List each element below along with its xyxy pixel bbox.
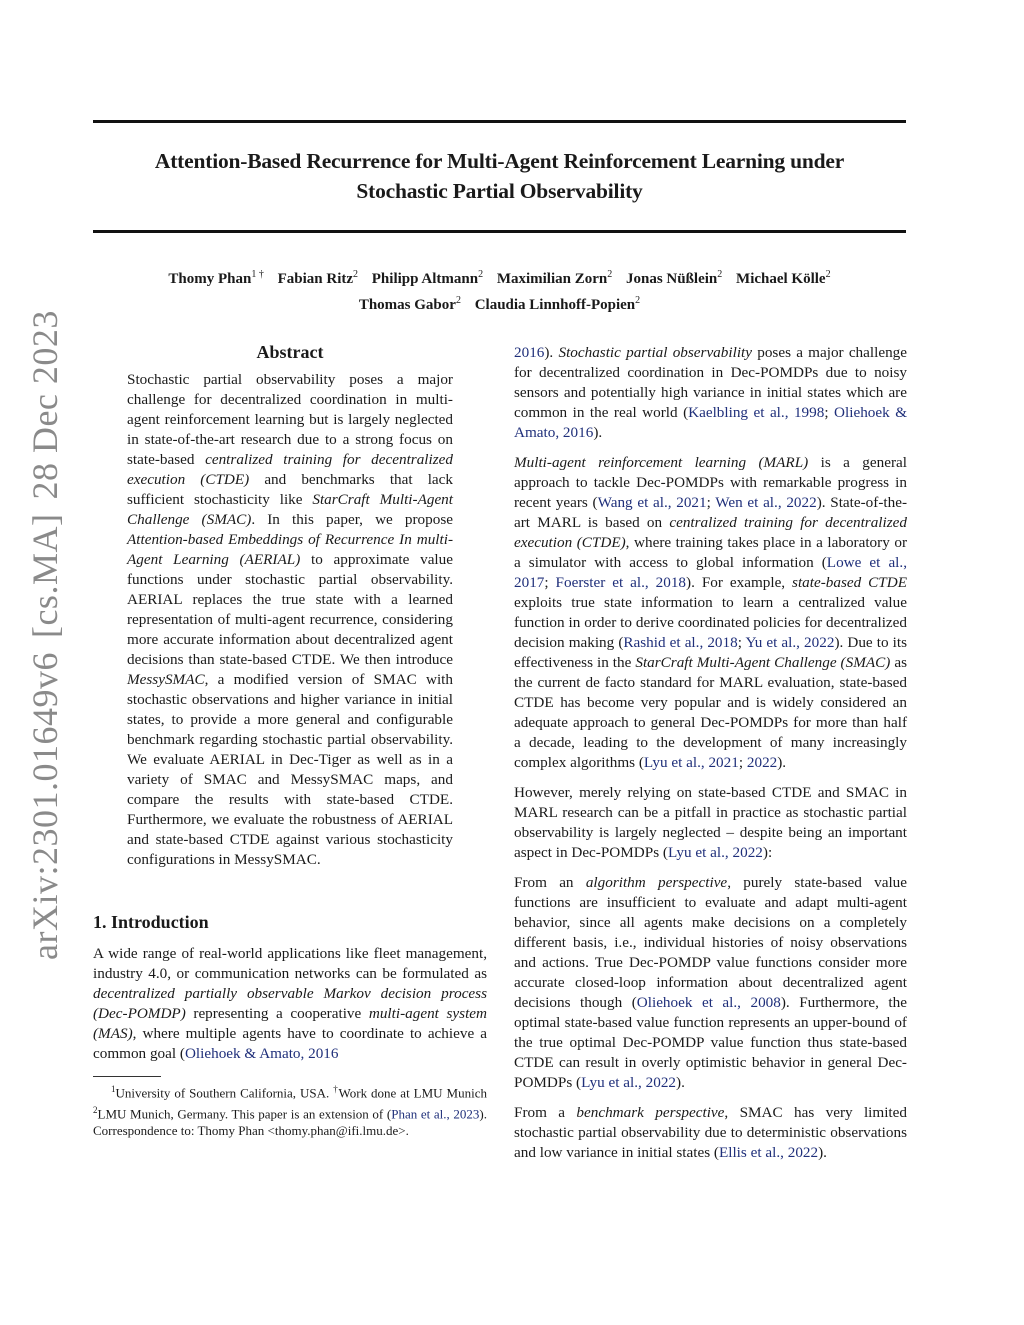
intro-paragraph-5: From a benchmark perspective, SMAC has very limited stochastic partial observability due to deterministic observations and low variance in initial states (Ellis et al., 2022).	[514, 1104, 907, 1161]
citation-link[interactable]: Lyu et al., 2022	[667, 844, 763, 861]
citation-link[interactable]: Yu et al., 2022	[745, 634, 835, 651]
citation-link[interactable]: 2022	[746, 754, 778, 771]
arxiv-watermark	[24, 296, 66, 960]
paper-title	[93, 146, 906, 206]
author: Maximilian Zorn$^2$	[496, 269, 613, 287]
citation-link[interactable]: Oliehoek & Amato, 2016	[184, 1045, 339, 1062]
abstract-body: Stochastic partial observability poses a major challenge for decentralized coordination in multi-agent reinforcement learning but is largely neglected in state-of-the-art research due to a strong focus on state-based centralized training for decentralized execution (CTDE) and benchmarks that lack sufficient stochasticity like StarCraft Multi-Agent Challenge (SMAC). In this paper, we propose Attention-based Embeddings of Recurrence In multi-Agent Learning (AERIAL) to approximate value functions under stochastic partial observability. AERIAL replaces the true state with a learned representation of multi-agent recurrence, considering more accurate information about decentralized agent decisions than state-based CTDE. We then introduce MessySMAC, a modified version of SMAC with stochastic observations and higher variance in initial states, to provide a more general and configurable benchmark regarding stochastic partial observability. We evaluate AERIAL in Dec-Tiger as well as in a variety of SMAC and MessySMAC maps, and compare the results with state-based CTDE. Furthermore, we evaluate the robustness of AERIAL and state-based CTDE against various stochasticity configurations in MessySMAC.	[127, 371, 453, 868]
right-column	[514, 343, 907, 1173]
citation-link[interactable]: Lyu et al., 2022	[581, 1074, 677, 1091]
citation-link[interactable]: Kaelbling et al., 1998	[688, 404, 825, 421]
citation-link[interactable]: 2016	[514, 344, 545, 361]
author: Jonas Nüßlein$^2$	[625, 269, 723, 287]
author: Philipp Altmann$^2$	[371, 269, 484, 287]
citation-link[interactable]: Lyu et al., 2021	[643, 754, 739, 771]
citation-link[interactable]: Wang et al., 2021	[597, 494, 707, 511]
citation-link[interactable]: Wen et al., 2022	[715, 494, 817, 511]
citation-link[interactable]: Rashid et al., 2018	[623, 634, 738, 651]
author: Thomy Phan$^{1 \dagger}$	[168, 269, 264, 287]
title-rule-bottom	[93, 230, 906, 233]
affiliation-footnote: $^1$University of Southern California, USA. †Work done at LMU Munich $^2$LMU Munich, Germany. This paper is an extension of (Phan et al., 2023). Correspondence to: Thomy Phan <thomy.phan@ifi.lmu.de>.	[93, 1084, 487, 1138]
intro-paragraph-3: However, merely relying on state-based CTDE and SMAC in MARL research can be a pitfall in practice as stochastic partial observability is largely neglected – despite being an important aspect in Dec-POMDPs (Lyu et al., 2022):	[514, 784, 907, 861]
title-rule-top	[93, 120, 906, 123]
left-column	[93, 340, 487, 1139]
intro-paragraph-2: Multi-agent reinforcement learning (MARL) is a general approach to tackle Dec-POMDPs with remarkable progress in recent years (Wang et al., 2021; Wen et al., 2022). State-of-the-art MARL is based on centralized training for decentralized execution (CTDE), where training takes place in a laboratory or a simulator with access to global information (Lowe et al., 2017; Foerster et al., 2018). For example, state-based CTDE exploits true state information to learn a centralized value function in order to derive coordinated policies for decentralized decision making (Rashid et al., 2018; Yu et al., 2022). Due to its effectiveness in the StarCraft Multi-Agent Challenge (SMAC) as the current de facto standard for MARL evaluation, state-based CTDE has become very popular and is widely considered an adequate approach to general Dec-POMDPs for more than half a decade, leading to the development of many increasingly complex algorithms (Lyu et al., 2021; 2022).	[514, 454, 908, 771]
author: Claudia Linnhoff-Popien$^2$	[474, 295, 641, 313]
citation-link[interactable]: Foerster et al., 2018	[555, 574, 687, 591]
author: Fabian Ritz$^2$	[277, 269, 359, 287]
arxiv-id: arXiv:2301.01649v6	[25, 652, 65, 960]
arxiv-date: 28 Dec 2023	[25, 310, 65, 500]
citation-link[interactable]: Lowe et al., 2017	[514, 554, 907, 591]
citation-link[interactable]: Phan et al., 2023	[391, 1106, 480, 1122]
arxiv-category: [cs.MA]	[25, 513, 65, 639]
citation-link[interactable]: Ellis et al., 2022	[718, 1144, 819, 1161]
author: Thomas Gabor$^2$	[358, 295, 461, 313]
citation-link[interactable]: Oliehoek & Amato, 2016	[514, 404, 908, 441]
author-list	[93, 264, 906, 316]
title-line-2: Stochastic Partial Observability	[356, 179, 643, 203]
intro-paragraph-1: A wide range of real-world applications like fleet management, industry 4.0, or communication networks can be formulated as decentralized partially observable Markov decision process (Dec-POMDP) representing a cooperative multi-agent system (MAS), where multiple agents have to coordinate to achieve a common goal (Oliehoek & Amato, 2016	[93, 945, 488, 1062]
abstract-heading: Abstract	[256, 342, 324, 362]
title-line-1: Attention-Based Recurrence for Multi-Agent Reinforcement Learning under	[154, 149, 845, 173]
footnote-rule	[93, 1076, 161, 1077]
author-row-2	[93, 290, 906, 316]
citation-link[interactable]: Oliehoek et al., 2008	[636, 994, 781, 1011]
author-row-1	[93, 264, 906, 290]
author: Michael Kölle$^2$	[736, 269, 831, 287]
intro-paragraph-1-continued: 2016). Stochastic partial observability poses a major challenge for decentralized coordination in Dec-POMDPs due to noisy sensors and potentially high variance in initial states which are common in the real world (Kaelbling et al., 1998; Oliehoek & Amato, 2016).	[514, 344, 908, 441]
section-heading-introduction: 1. Introduction	[93, 912, 209, 932]
intro-paragraph-4: From an algorithm perspective, purely state-based value functions are insufficient to evaluate and adapt multi-agent behavior, since all agents make decisions on a completely different basis, i.e., individual histories of noisy observations and actions. True Dec-POMDP value functions consider more accurate closed-loop information about decentralized agent decisions though (Oliehoek et al., 2008). Furthermore, the optimal state-based value function represents an upper-bound of the true optimal Dec-POMDP value function thus state-based CTDE can result in overly optimistic behavior in general Dec-POMDPs (Lyu et al., 2022).	[514, 874, 907, 1091]
